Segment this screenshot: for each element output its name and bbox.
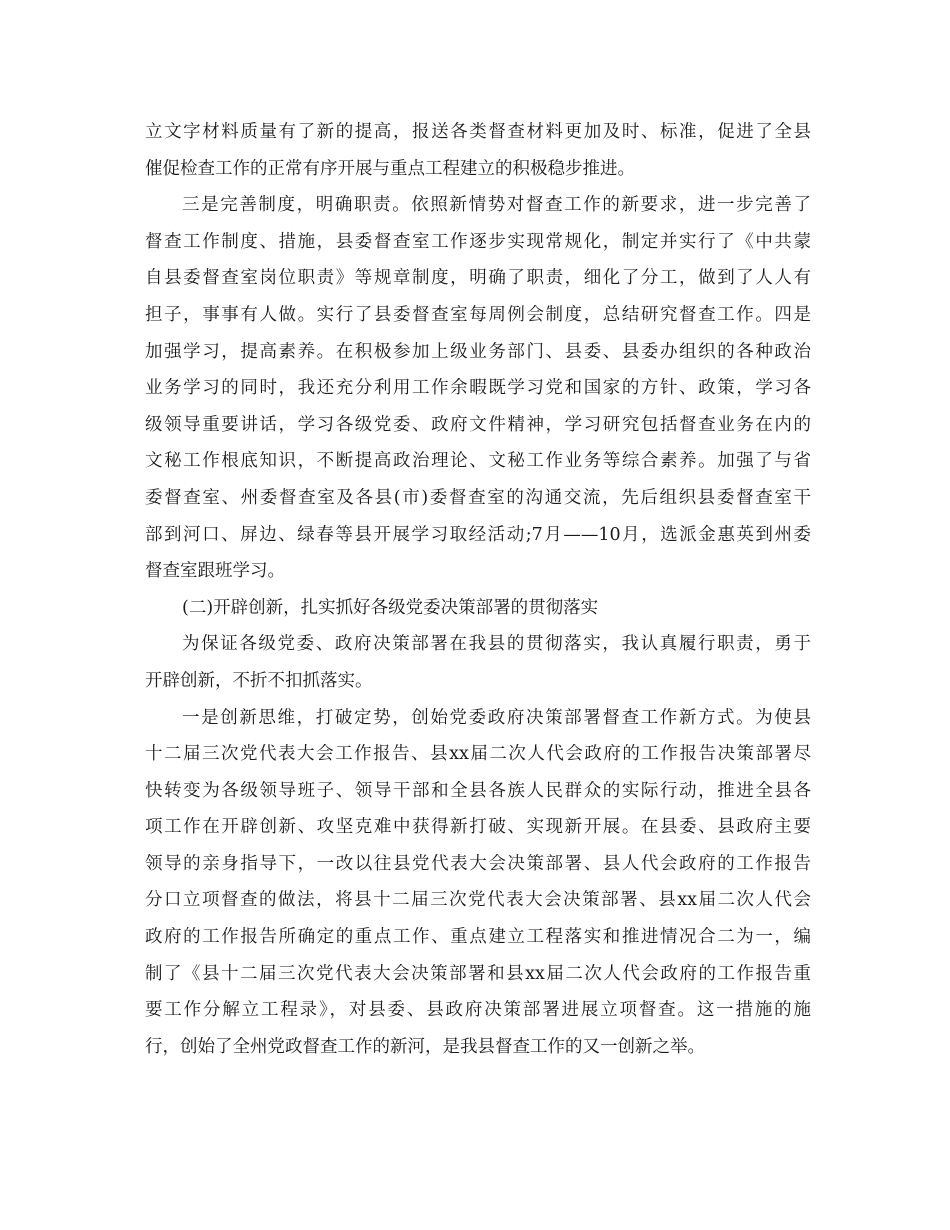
text-line: 业务学习的同时，我还充分利用工作余暇既学习党和国家的方针、政策，学习各 [145,378,811,399]
text-line: 领导的亲身指导下，一改以往县党代表大会决策部署、县人代会政府的工作报告 [145,853,811,874]
text-line: 部到河口、屏边、绿春等县开展学习取经活动;7月——10月，选派金惠英到州委 [145,524,811,545]
text-line: 级领导重要讲话，学习各级党委、政府文件精神，学习研究包括督查业务在内的 [145,414,811,435]
text-line: 制了《县十二届三次党代表大会决策部署和县xx届二次人代会政府的工作报告重 [145,963,811,984]
text-line: 十二届三次党代表大会工作报告、县xx届二次人代会政府的工作报告决策部署尽 [145,744,811,765]
text-line: (二)开辟创新，扎实抓好各级党委决策部署的贯彻落实 [182,597,599,618]
text-line: 为保证各级党委、政府决策部署在我县的贯彻落实，我认真履行职责，勇于 [182,634,811,655]
text-line: 行，创始了全州党政督查工作的新河，是我县督查工作的又一创新之举。 [145,1036,705,1057]
text-line: 三是完善制度，明确职责。依照新情势对督查工作的新要求，进一步完善了 [182,195,811,216]
text-line: 督查工作制度、措施，县委督查室工作逐步实现常规化，制定并实行了《中共蒙 [145,231,811,252]
text-line: 分口立项督查的做法，将县十二届三次党代表大会决策部署、县xx届二次人代会 [145,890,811,911]
text-line: 政府的工作报告所确定的重点工作、重点建立工程落实和推进情况合二为一，编 [145,927,811,948]
text-line: 要工作分解立工程录》，对县委、县政府决策部署进展立项督查。这一措施的施 [145,1000,811,1021]
text-line: 自县委督查室岗位职责》等规章制度，明确了职责，细化了分工，做到了人人有 [145,268,811,289]
document-body [145,114,811,1065]
text-line: 催促检查工作的正常有序开展与重点工程建立的积极稳步推进。 [145,158,635,179]
text-line: 加强学习，提高素养。在积极参加上级业务部门、县委、县委办组织的各种政治 [145,341,811,362]
text-line: 督查室跟班学习。 [145,561,285,582]
text-line: 文秘工作根底知识，不断提高政治理论、文秘工作业务等综合素养。加强了与省 [145,451,811,472]
text-line: 快转变为各级领导班子、领导干部和全县各族人民群众的实际行动，推进全县各 [145,780,811,801]
text-line: 担子，事事有人做。实行了县委督查室每周例会制度，总结研究督查工作。四是 [145,304,811,325]
text-line: 委督查室、州委督查室及各县(市)委督查室的沟通交流，先后组织县委督查室干 [145,487,811,508]
text-line: 一是创新思维，打破定势，创始党委政府决策部署督查工作新方式。为使县 [182,707,811,728]
text-line: 项工作在开辟创新、攻坚克难中获得新打破、实现新开展。在县委、县政府主要 [145,817,811,838]
text-line: 开辟创新，不折不扣抓落实。 [145,670,373,691]
text-line: 立文字材料质量有了新的提高，报送各类督查材料更加及时、标准，促进了全县 [145,122,811,142]
